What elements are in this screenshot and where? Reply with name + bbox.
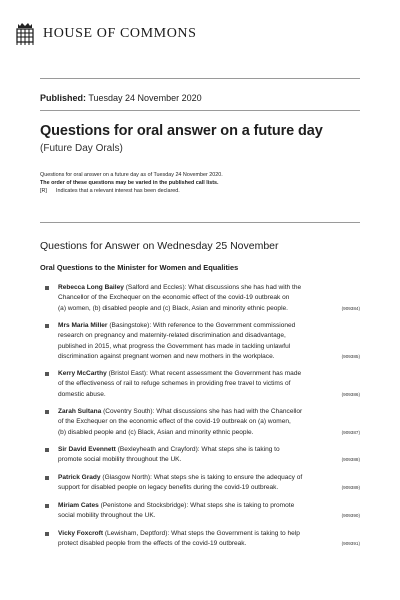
- question-text: [58, 501, 360, 522]
- question-reference: (909386): [341, 391, 360, 397]
- question-line: [58, 539, 360, 549]
- question-line: [58, 321, 360, 331]
- page-subtitle: (Future Day Orals): [40, 143, 123, 154]
- question-line-text: With reference to the Government commissioned: [153, 322, 296, 329]
- question-line: [58, 483, 360, 493]
- question-line-text: promote social mobility throughout the UK.: [58, 456, 182, 464]
- question-reference: (909388): [341, 457, 360, 463]
- constituency: (Coventry South):: [103, 408, 155, 415]
- portcullis-icon: [14, 21, 36, 47]
- question-line: [58, 331, 360, 341]
- interest-key: [40, 187, 223, 195]
- question-line-text: What steps she is taking to: [201, 446, 280, 453]
- member-name: Rebecca Long Bailey: [58, 284, 124, 291]
- question-line-text: discrimination against pregnant women and new mothers in the workplace.: [58, 352, 275, 360]
- question-text: [58, 321, 360, 362]
- question-line: [58, 501, 360, 511]
- question-line: [58, 473, 360, 483]
- bullet-icon: [45, 448, 49, 452]
- bullet-icon: [45, 372, 49, 376]
- member-name: Sir David Evennett: [58, 446, 116, 453]
- question-line-text: What steps she is taking to promote: [190, 502, 295, 509]
- question-line-text: domestic abuse.: [58, 390, 106, 398]
- question-line: [58, 511, 360, 521]
- question-reference: (909390): [341, 513, 360, 519]
- constituency: (Salford and Eccles):: [125, 284, 187, 291]
- question-line-text: support for disabled people on legacy benefits during the covid-19 outbreak.: [58, 484, 279, 492]
- question-line-text: What discussions she has had with the Chancellor: [156, 408, 303, 415]
- interest-marker: [R]: [40, 188, 47, 195]
- member-name: Miriam Cates: [58, 502, 99, 509]
- question-text: [58, 529, 360, 550]
- question-line-text: published in 2015, what progress the Government has made in tackling unlawful: [58, 342, 291, 350]
- member-name: Vicky Foxcroft: [58, 530, 103, 537]
- member-name: Kerry McCarthy: [58, 370, 107, 377]
- question-line-text: of the Exchequer on the economic effect of the covid-19 outbreak on (a) women,: [58, 418, 291, 426]
- question-text: [58, 283, 360, 314]
- intro-line: Questions for oral answer on a future day as of Tuesday 24 November 2020.: [40, 172, 223, 178]
- section-title: Questions for Answer on Wednesday 25 November: [40, 240, 279, 252]
- question-reference: (909384): [341, 305, 360, 311]
- published-line: [40, 93, 202, 103]
- question-line: [58, 417, 360, 427]
- question-text: [58, 407, 360, 438]
- question-line-text: What discussions she has had with the: [188, 284, 302, 291]
- published-divider: [40, 110, 360, 111]
- question-text: [58, 445, 360, 466]
- question-line: [58, 304, 360, 314]
- constituency: (Penistone and Stocksbridge):: [100, 502, 189, 509]
- member-name: Zarah Sultana: [58, 408, 102, 415]
- bullet-icon: [45, 532, 49, 536]
- question-line: [58, 283, 360, 293]
- question-line: [58, 529, 360, 539]
- intro-divider: [40, 222, 360, 223]
- question-reference: (909389): [341, 485, 360, 491]
- question-line: [58, 445, 360, 455]
- bullet-icon: [45, 504, 49, 508]
- intro-block: [40, 171, 223, 196]
- question-line-text: protect disabled people from the effects of the covid-19 outbreak.: [58, 540, 247, 548]
- question-reference: (909387): [341, 429, 360, 435]
- constituency: (Glasgow North):: [102, 474, 152, 481]
- question-line: [58, 379, 360, 389]
- question-line-text: Chancellor of the Exchequer on the economic effect of the covid-19 outbreak on: [58, 294, 290, 302]
- question-text: [58, 473, 360, 494]
- question-line-text: What steps the Government is taking to help: [171, 530, 300, 537]
- member-name: Mrs Maria Miller: [58, 322, 108, 329]
- page-title: Questions for oral answer on a future day: [40, 123, 323, 139]
- top-divider: [40, 78, 360, 79]
- question-reference: (909385): [341, 353, 360, 359]
- published-date: Tuesday 24 November 2020: [88, 93, 202, 103]
- bullet-icon: [45, 410, 49, 414]
- question-line: [58, 352, 360, 362]
- question-line: [58, 455, 360, 465]
- constituency: (Lewisham, Deptford):: [104, 530, 170, 537]
- question-reference: (909391): [341, 541, 360, 547]
- published-label: Published:: [40, 93, 87, 103]
- constituency: (Basingstoke):: [109, 322, 152, 329]
- question-line-text: social mobility throughout the UK.: [58, 512, 156, 520]
- question-line-text: What recent assessment the Government has made: [149, 370, 302, 377]
- question-line: [58, 390, 360, 400]
- question-line: [58, 342, 360, 352]
- member-name: Patrick Grady: [58, 474, 101, 481]
- interest-key-text: Indicates that a relevant interest has been declared.: [56, 188, 180, 195]
- house-name: HOUSE OF COMMONS: [43, 26, 197, 41]
- subsection-title: Oral Questions to the Minister for Women and Equalities: [40, 263, 239, 272]
- question-line: [58, 369, 360, 379]
- constituency: (Bristol East):: [108, 370, 148, 377]
- question-line-text: research on pregnancy and maternity-related discrimination and disadvantage,: [58, 332, 286, 340]
- question-line-text: (b) disabled people and (c) Black, Asian and minority ethnic people.: [58, 428, 254, 436]
- question-line-text: What steps she is taking to ensure the adequacy of: [153, 474, 303, 481]
- question-line-text: (a) women, (b) disabled people and (c) Black, Asian and minority ethnic people.: [58, 304, 288, 312]
- bullet-icon: [45, 286, 49, 290]
- intro-order-note: The order of these questions may be varied in the published call lists.: [40, 180, 219, 187]
- question-line: [58, 293, 360, 303]
- bullet-icon: [45, 324, 49, 328]
- question-line-text: of the effectiveness of rail to refuge schemes in providing free travel to victims of: [58, 380, 291, 388]
- question-text: [58, 369, 360, 400]
- bullet-icon: [45, 476, 49, 480]
- question-line: [58, 407, 360, 417]
- constituency: (Bexleyheath and Crayford):: [117, 446, 200, 453]
- page-header: [14, 19, 197, 49]
- question-line: [58, 428, 360, 438]
